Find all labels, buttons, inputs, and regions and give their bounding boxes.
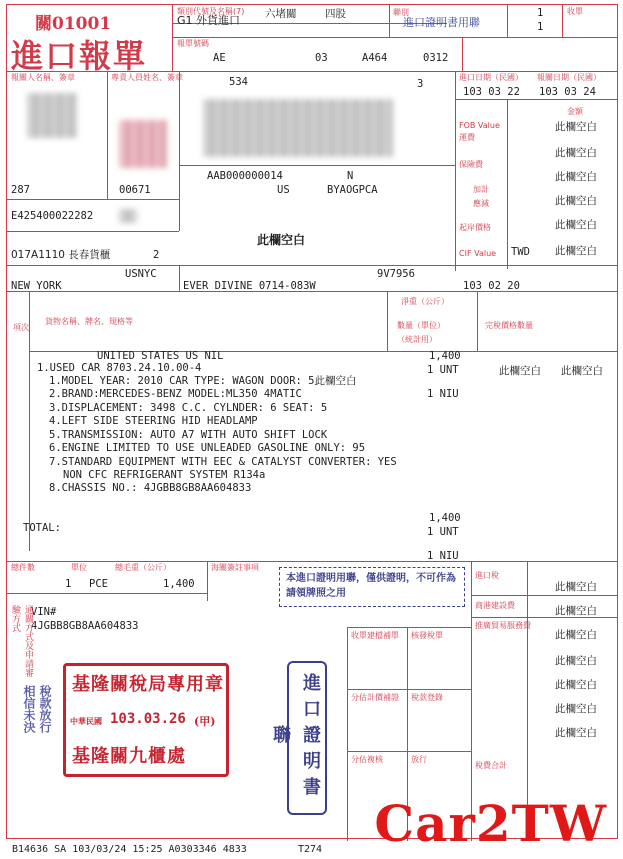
fee-blank-5: 此欄空白 <box>555 679 597 691</box>
goods-line: 1.USED CAR 8703.24.10.00-4 <box>37 362 202 374</box>
reference-number: AAB000000014 <box>207 170 283 182</box>
divider <box>477 291 478 351</box>
page-total: 1 <box>537 7 544 19</box>
divider <box>7 199 179 200</box>
broker-no: 00671 <box>119 184 151 196</box>
divider <box>7 593 207 594</box>
import-date: 103 03 22 <box>463 86 520 98</box>
trade-fee-label: 推廣貿易服務費 <box>475 621 531 630</box>
bill-code-a1: AE <box>213 52 226 64</box>
package-count: 3 <box>417 78 424 90</box>
vin-label: VIN# <box>31 606 57 618</box>
customs-code: 關01001 <box>35 14 112 34</box>
received-label: 收單建檔補單 <box>351 631 399 640</box>
form-title: 進口報單 <box>11 37 148 75</box>
page-current: 1 <box>537 21 544 33</box>
divider <box>172 5 173 71</box>
divider <box>179 71 180 231</box>
collection-label: 收單 <box>567 7 583 16</box>
divider <box>455 99 618 100</box>
promo-fee-blank: 此欄空白 <box>555 605 597 617</box>
blue-vertical-stamp: 進口證明書聯 <box>287 661 327 815</box>
insurance-label: 保險費 <box>459 160 483 169</box>
deduct-blank: 此欄空白 <box>555 219 597 231</box>
goods-desc-label: 貨物名稱、牌名、規格等 <box>45 317 133 326</box>
import-tax-blank: 此欄空白 <box>555 581 597 593</box>
divider <box>179 265 180 291</box>
add-blank: 此欄空白 <box>555 195 597 207</box>
declare-date-label: 報關日期（民國） <box>537 73 601 82</box>
divider <box>29 291 30 551</box>
divider <box>347 689 471 690</box>
vin-number: 4JGBB8GB8AA604833 <box>31 620 139 632</box>
redacted-seal <box>119 120 167 168</box>
divider <box>7 71 618 72</box>
divider <box>507 5 508 37</box>
duty-blank: 此欄空白 <box>499 365 541 377</box>
qty-unit-label: 數量（單位） <box>397 321 445 330</box>
add-label: 加計 <box>473 185 489 194</box>
footer-tail: T274 <box>298 844 323 855</box>
seal-bottom-text: 基隆關九櫃處 <box>72 746 186 767</box>
package-unit: PCE <box>89 578 108 590</box>
currency: TWD <box>511 246 530 258</box>
customs-station: 六堵關 <box>265 8 297 20</box>
divider <box>7 231 179 232</box>
promo-fee-label: 商港建設費 <box>475 601 515 610</box>
divider <box>347 627 348 841</box>
redacted-code <box>119 209 137 223</box>
fob-blank: 此欄空白 <box>555 121 597 133</box>
divider <box>172 37 618 38</box>
copy-label: 聯別 <box>393 8 409 17</box>
declaration-form <box>6 4 618 839</box>
port-name: NEW YORK <box>11 280 62 292</box>
divider <box>7 265 618 266</box>
divider <box>207 561 208 601</box>
divider <box>179 165 455 166</box>
origin-header: UNITED STATES US NIL <box>97 350 224 362</box>
import-date-label: 進口日期（民國） <box>459 73 523 82</box>
goods-line: 5.TRANSMISSION: AUTO A7 WITH AUTO SHIFT LOCK <box>49 429 328 441</box>
gross-weight: 1,400 <box>163 578 195 590</box>
center-blank: 此欄空白 <box>257 233 306 247</box>
freight-label: 運費 <box>459 133 475 142</box>
declaration-type: G1 外貨進口 <box>177 14 241 27</box>
total-quantity: 1 UNT <box>427 526 459 538</box>
seal-date: 103.03.26 <box>110 711 186 727</box>
bill-code-a4: 0312 <box>423 52 449 64</box>
divider <box>462 37 463 71</box>
declaration-type-label: 類別代號及名稱(7) <box>177 7 245 16</box>
divider <box>7 291 618 292</box>
blue-note-stamp: 本進口證明用聯，僅供證明，不可作為請領牌照之用 <box>279 567 465 607</box>
left-note-1: 相信未決 <box>22 685 36 733</box>
divider <box>562 5 563 37</box>
fob-label: FOB Value <box>459 121 500 130</box>
customs-seal <box>63 663 229 777</box>
package-total: 1 <box>65 578 72 590</box>
importer-code: E425400022282 <box>11 210 94 222</box>
freight-blank: 此欄空白 <box>555 147 597 159</box>
fee-blank-7: 此欄空白 <box>555 727 597 739</box>
vessel-name: EVER DIVINE 0714-083W <box>183 280 316 292</box>
transport-mode: 2 <box>153 249 160 261</box>
divider <box>389 5 390 37</box>
broker-id: 287 <box>11 184 30 196</box>
bill-code-label: 報單號碼 <box>177 39 209 48</box>
remarks-label: 海關簽註事項 <box>211 563 259 572</box>
gross-weight-label: 總毛重（公斤） <box>115 563 171 572</box>
divider <box>387 291 388 351</box>
duty-value-label: 起岸價格 <box>459 223 491 232</box>
deduct-label: 應減 <box>473 199 489 208</box>
divider <box>347 751 471 752</box>
goods-line: 7.STANDARD EQUIPMENT WITH EEC & CATALYST CONVERTER: YES <box>49 456 397 468</box>
pkg-total-label: 總件數 <box>11 563 35 572</box>
classify-label: 分估計價補證 <box>351 693 399 702</box>
redacted-name <box>27 93 77 138</box>
stat-quantity: 1 NIU <box>427 388 459 400</box>
section: 四股 <box>325 8 346 20</box>
footer-code: B14636 SA 103/03/24 15:25 A0303346 4833 <box>12 844 247 855</box>
import-tax-label: 進口稅 <box>475 571 499 580</box>
goods-line: 4.LEFT SIDE STEERING HID HEADLAMP <box>49 415 258 427</box>
cif-blank: 此欄空白 <box>555 245 597 257</box>
goods-line: 6.ENGINE LIMITED TO USE UNLEADED GASOLINE ONLY: 95 <box>49 442 366 454</box>
goods-line: 8.CHASSIS NO.: 4JGBB8GB8AA604833 <box>49 482 252 494</box>
divider <box>347 627 471 628</box>
release-label: 放行 <box>411 755 427 764</box>
divider <box>507 99 508 269</box>
copy-type: 進口證明書用聯 <box>403 16 480 29</box>
divider <box>471 617 618 618</box>
total-label: TOTAL: <box>23 522 61 534</box>
bill-code-a3: A464 <box>362 52 388 64</box>
divider <box>107 71 108 199</box>
net-weight-label: 淨重（公斤） <box>401 297 449 306</box>
cif-label: CIF Value <box>459 249 497 258</box>
seal-roc: 中華民國 <box>70 716 102 726</box>
fee-blank-4: 此欄空白 <box>555 655 597 667</box>
seal-mark: (甲) <box>194 715 216 728</box>
goods-line: 1.MODEL YEAR: 2010 CAR TYPE: WAGON DOOR: 5此欄空白 <box>49 375 357 387</box>
redacted-importer <box>203 99 393 157</box>
divider <box>471 595 618 596</box>
total-stat: 1 NIU <box>427 550 459 562</box>
field-534: 534 <box>229 76 248 88</box>
buyer-code: BYAOGPCA <box>327 184 378 196</box>
watermark: Car2TW <box>374 794 607 853</box>
origin-country: US <box>277 184 290 196</box>
stat-unit-label: （統計用） <box>397 335 437 344</box>
port-code: USNYC <box>125 268 157 280</box>
goods-line: 3.DISPLACEMENT: 3498 C.C. CYLNDER: 6 SEAT: 5 <box>49 402 328 414</box>
tax-release-label: 稅款登錄 <box>411 693 443 702</box>
broker-name-label: 專責人員姓名、簽章 <box>111 73 183 82</box>
insurance-blank: 此欄空白 <box>555 171 597 183</box>
tax-blank: 此欄空白 <box>561 365 603 377</box>
seal-top-text: 基隆關稅局專用章 <box>72 674 224 695</box>
unit-label: 單位 <box>71 563 87 572</box>
arrival-date: 103 02 20 <box>463 280 520 292</box>
importer-name-label: 報關人名稱、簽章 <box>11 73 75 82</box>
declare-date: 103 03 24 <box>539 86 596 98</box>
storage-code: 017A1110 長春貨櫃 <box>11 249 111 261</box>
voyage-code: 9V7956 <box>377 268 415 280</box>
trade-fee-blank: 此欄空白 <box>555 629 597 641</box>
margin-note: 通關方式及申請審驗方式 <box>10 605 33 677</box>
goods-line: 2.BRAND:MERCEDES-BENZ MODEL:ML350 4MATIC <box>49 388 302 400</box>
quantity: 1 UNT <box>427 364 459 376</box>
special-flag: N <box>347 170 354 182</box>
total-weight: 1,400 <box>429 512 461 524</box>
left-note-2: 稅款放行 <box>38 685 52 733</box>
bill-code-a2: 03 <box>315 52 328 64</box>
tax-total-label: 稅費合計 <box>475 761 507 770</box>
duty-label: 完稅價格數量 <box>485 321 533 330</box>
amount-label: 金額 <box>567 107 583 116</box>
divider <box>455 71 456 271</box>
tax-check-label: 核發稅單 <box>411 631 443 640</box>
item-no-label: 項次 <box>13 323 29 332</box>
fee-blank-6: 此欄空白 <box>555 703 597 715</box>
goods-line: NON CFC REFRIGERANT SYSTEM R134a <box>63 469 266 481</box>
dispatch-label: 分估複核 <box>351 755 383 764</box>
net-weight: 1,400 <box>429 350 461 362</box>
